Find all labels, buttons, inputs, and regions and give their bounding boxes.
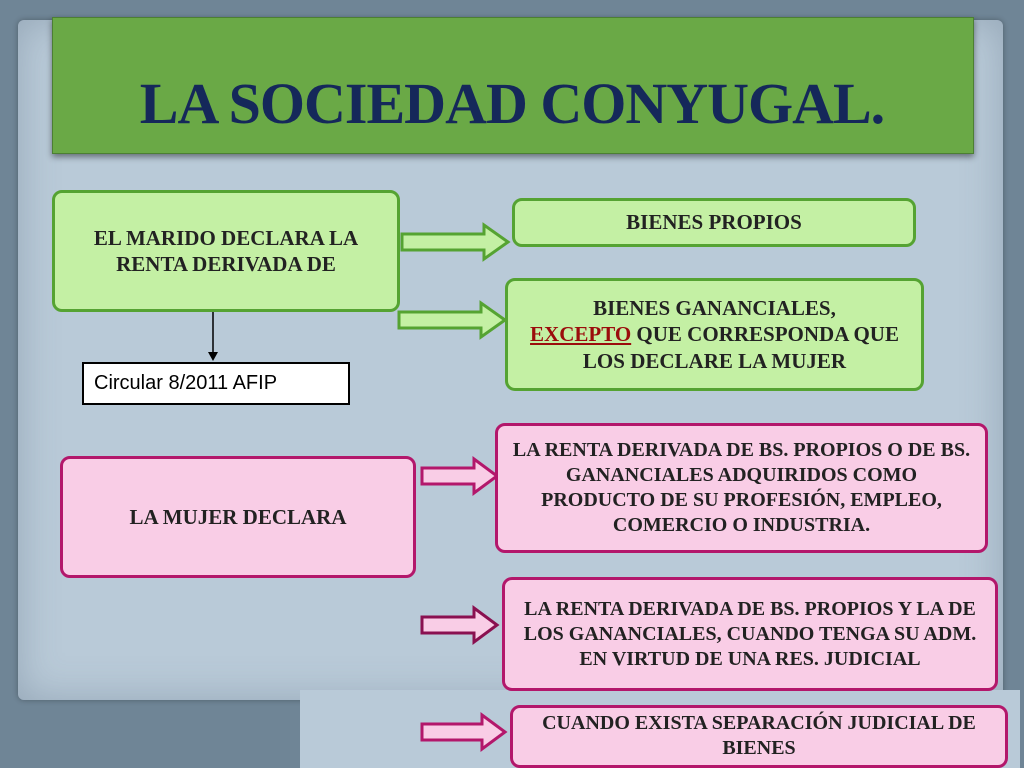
arrow-to-wife-item-3 [420,712,508,752]
excepto-highlight: EXCEPTO [530,322,632,347]
bienes-gananciales-suffix: QUE CORRESPONDA QUE LOS DECLARE LA MUJER [582,322,899,373]
arrow-to-bienes-propios [400,222,512,262]
wife-item-separation-box [510,705,1008,768]
wife-item-profession-box [495,423,988,553]
circular-afip-note: Circular 8/2011 AFIP [82,362,350,405]
arrow-to-bienes-gananciales [397,300,509,340]
arrow-down-to-circular [205,312,221,362]
bienes-gananciales-text [518,295,911,374]
bienes-propios-box [512,198,916,247]
wife-item-judicial-admin-text: LA RENTA DERIVADA DE BS. PROPIOS Y LA DE LOS GANANCIALES, CUANDO TENGA SU ADM. EN VIRTUD DE UNA RES. JUDICIAL [523,597,977,670]
wife-item-judicial-admin-box [502,577,998,691]
wife-item-profession-text: LA RENTA DERIVADA DE BS. PROPIOS O DE BS. GANANCIALES ADQUIRIDOS COMO PRODUCTO DE SU PROFESIÓN, EMPLEO, COMERCIO O INDUSTRIA. [512,439,971,536]
husband-declares-box [52,190,400,312]
slide-title: LA SOCIEDAD CONYUGAL. [139,71,885,136]
arrow-to-wife-item-2 [420,605,500,645]
bienes-gananciales-box [505,278,924,391]
arrow-to-wife-item-1 [420,456,500,496]
bienes-gananciales-prefix: BIENES GANANCIALES, [593,296,836,321]
wife-declares-box [60,456,416,578]
bienes-propios-text: BIENES PROPIOS [626,210,802,235]
wife-item-separation-text: CUANDO EXISTA SEPARACIÓN JUDICIAL DE BIENES [542,711,976,759]
wife-declares-text: LA MUJER DECLARA [129,504,347,529]
husband-declares-text: EL MARIDO DECLARA LA RENTA DERIVADA DE [93,225,359,276]
